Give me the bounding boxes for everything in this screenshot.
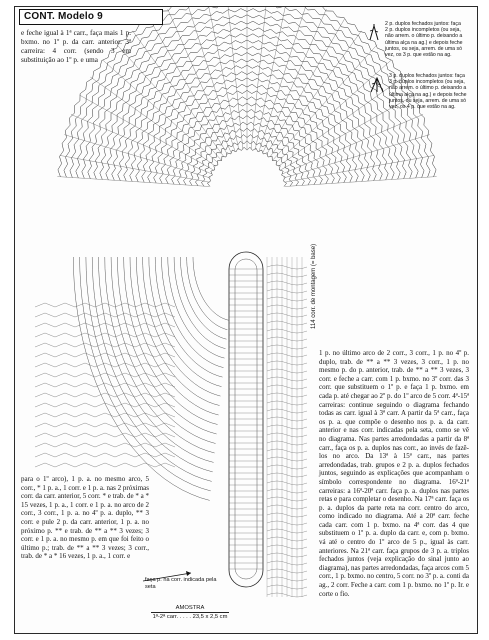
double-crochet-3-together-symbol-icon [369, 75, 385, 98]
page-title: CONT. Modelo 9 [24, 11, 103, 22]
sample-size: 1ª-2ª carr. . . . . 23,5 x 2,5 cm [152, 614, 228, 620]
sample-caption [145, 605, 235, 621]
page-header [19, 9, 163, 25]
sample-title: AMOSTRA [175, 605, 205, 611]
double-crochet-2-together-symbol-icon [367, 23, 381, 46]
intro-text: e feche igual à 1ª carr., faça mais 1 p. bxmo. no 1º p. da carr. anterior. 3ª carreira: 4 corr. (sendo 3 em substituição ao 1º p. e uma [21, 29, 131, 64]
legend-three-together: 3 p. duplos fechados juntos: faça 3 p. duplos incompletos (ou seja, não arrem. o último p. deixando a última alça na ag.) e depois feche juntos, ou seja, arrem. de uma só vez, os 4 p. que estão na ag. [389, 73, 467, 111]
instructions-left: para o 1º arco), 1 p. a. no mesmo arco, 5 corr., * 1 p. a., 1 corr. e 1 p. a. nas 2 próximas corr. da carr. anterior, 5 corr. * e trab. de * a * 15 vezes, 1 p. a., 1 corr. e 1 p. a. no arco de 2 corr., 3 corr., 1 p. a. no 4º p. a. duplo, ** 3 corr. e pule 2 p. da carr. anterior, 1 p. a. no próximo p. ** e trab. de ** a ** 3 vezes; 3 corr. e 1 p. a. no mesmo p. em que foi feito o último p.; trab. de ** a ** 3 vezes; 3 corr., trab. de * a * 16 vezes, 1 p. a., 1 corr. e [21, 475, 149, 561]
legend-two-together: 2 p. duplos fechados juntos: faça 2 p. duplos incompletos (ou seja, não arrem. o último p. deixando a última alça na ag.) e depois feche juntos, ou seja, arrem. de uma só vez, os 3 p. que estão na ag. [385, 21, 463, 59]
magazine-page [14, 6, 478, 634]
instructions-right: 1 p. no último arco de 2 corr., 3 corr., 1 p. no 4º p. duplo, trab. de ** a ** 3 vezes, 3 corr., 1 p. no mesmo p. do p. anterior, trab. de ** a ** 3 vezes, 3 corr. e feche a carr. com 1 p. bxmo. no 3º corr. das 3 corr. que substituem o 1º p. e faça 1 p. bxmo. em cada p. até chegar ao 2º p. do 1º arco de 5 corr. 4ª-15ª carreiras: continue seguindo o diagrama fechando todas as carr. igual à 3ª carr. A partir da 5ª carr., faça os p. a. que compõe o desenho nos p. a. da carr. anterior e nas corr. indicadas pela seta, como se vê no diagrama. Nas partes arredondadas a partir da 8ª carr., faça os p. a. duplos nas corr., ao invés de fazê-los no arco. Da 13ª à 15ª carr., nas partes arredondadas, trab. grupos e 2 p. a. duplos fechados juntos, seguindo as explicações que acompanham o símbolo correspondente no diagrama. 16ª-21ª carreiras: a 16ª-20ª carr. faça p. a. duplos nas partes retas e para completar o desenho. Na 17ª carr. faça os p. a. duplos da parte reta na corr. centro do arco, como indicado no diagrama. Até a 20ª carr. feche cada carr. com 1 p. bxmo. na 4ª corr. das 4 que substituem o 1º p. a. duplo da carr. e, com p. bxmo. vá até o centro do 1º arco de 5 p., igual às carr. anteriores. Na 21ª carr. faça grupos de 3 p. a. triplos fechados juntos (veja explicação do sinal junto ao diagrama), nas partes arredondadas, faça arcos com 5 corr., 1 p. bxmo. no centro, 5 corr. no 3º p. a. conti da ag., 2 corr. Feche a carr. com 1 p. bxmo. no 1º p. Ir. e corte o fio. [319, 349, 469, 598]
base-chain-label: 114 corr. de montagem (= base) [311, 243, 317, 329]
arrow-note: faça p. na corr. indicada pela seta [145, 577, 217, 590]
